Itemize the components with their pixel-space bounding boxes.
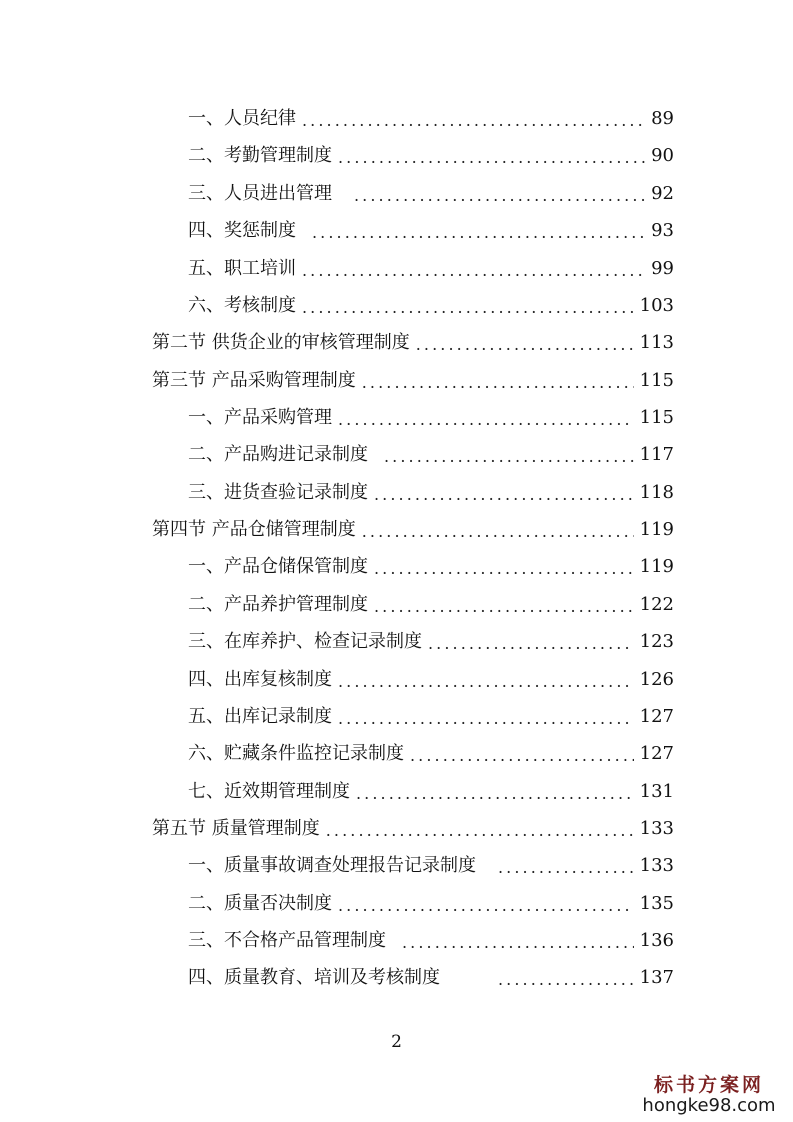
toc-entry-page: 119 xyxy=(639,519,674,540)
dot-leader xyxy=(402,928,634,958)
toc-entry-page: 122 xyxy=(639,594,674,615)
dot-leader xyxy=(362,517,634,547)
toc-entry-title: 二、产品购进记录制度 xyxy=(188,444,368,465)
toc-entry-page: 92 xyxy=(651,183,674,204)
watermark-logo xyxy=(639,1070,779,1116)
toc-entry-title: 第三节 产品采购管理制度 xyxy=(152,370,356,391)
toc-entry[interactable] xyxy=(188,665,674,695)
toc-entry-title: 七、近效期管理制度 xyxy=(188,781,350,802)
dot-leader xyxy=(302,293,634,323)
toc-entry[interactable] xyxy=(188,702,674,732)
dot-leader xyxy=(338,143,645,173)
dot-leader xyxy=(338,704,634,734)
toc-entry[interactable] xyxy=(188,590,674,620)
dot-leader xyxy=(416,330,634,360)
toc-entry[interactable] xyxy=(188,440,674,470)
dot-leader xyxy=(354,181,645,211)
toc-entry-title: 五、出库记录制度 xyxy=(188,706,332,727)
toc-entry[interactable] xyxy=(188,777,674,807)
toc-entry[interactable] xyxy=(188,403,674,433)
toc-entry[interactable] xyxy=(188,627,674,657)
toc-entry[interactable] xyxy=(188,216,674,246)
toc-entry-title: 二、质量否决制度 xyxy=(188,893,332,914)
dot-leader xyxy=(338,405,634,435)
dot-leader xyxy=(498,965,634,995)
toc-entry-title: 二、产品养护管理制度 xyxy=(188,594,368,615)
toc-entry-page: 117 xyxy=(639,444,674,465)
toc-entry-page: 127 xyxy=(639,706,674,727)
toc-entry[interactable] xyxy=(188,963,674,993)
page-number: 2 xyxy=(391,1032,402,1052)
toc-entry-page: 118 xyxy=(639,482,674,503)
toc-entry-page: 133 xyxy=(639,855,674,876)
dot-leader xyxy=(498,853,634,883)
toc-entry-page: 123 xyxy=(639,631,674,652)
toc-entry[interactable] xyxy=(152,814,674,844)
toc-entry[interactable] xyxy=(152,328,674,358)
toc-entry[interactable] xyxy=(188,104,674,134)
dot-leader xyxy=(362,368,634,398)
toc-entry-title: 四、质量教育、培训及考核制度 xyxy=(188,967,440,988)
toc-entry-page: 115 xyxy=(639,370,674,391)
watermark-en: hongke98.com xyxy=(642,1095,776,1116)
toc-entry[interactable] xyxy=(188,478,674,508)
toc-entry-page: 135 xyxy=(639,893,674,914)
toc-entry-page: 115 xyxy=(639,407,674,428)
dot-leader xyxy=(374,592,634,622)
dot-leader xyxy=(312,218,645,248)
toc-entry[interactable] xyxy=(188,179,674,209)
toc-entry-page: 136 xyxy=(639,930,674,951)
toc-entry-title: 四、出库复核制度 xyxy=(188,669,332,690)
toc-entry[interactable] xyxy=(188,254,674,284)
toc-entry-title: 六、考核制度 xyxy=(188,295,296,316)
toc-entry-title: 三、不合格产品管理制度 xyxy=(188,930,386,951)
dot-leader xyxy=(302,256,645,286)
toc-entry-title: 一、产品采购管理 xyxy=(188,407,332,428)
toc-entry[interactable] xyxy=(188,851,674,881)
dot-leader xyxy=(302,106,645,136)
toc-entry[interactable] xyxy=(152,366,674,396)
toc-entry-page: 131 xyxy=(639,781,674,802)
dot-leader xyxy=(410,741,634,771)
toc-entry-page: 90 xyxy=(651,145,674,166)
toc-entry[interactable] xyxy=(188,141,674,171)
toc-entry-page: 133 xyxy=(639,818,674,839)
dot-leader xyxy=(356,779,634,809)
toc-entry-page: 119 xyxy=(639,556,674,577)
toc-entry[interactable] xyxy=(188,926,674,956)
toc-entry-title: 第四节 产品仓储管理制度 xyxy=(152,519,356,540)
toc-entry-title: 四、奖惩制度 xyxy=(188,220,296,241)
toc-entry-page: 93 xyxy=(651,220,674,241)
dot-leader xyxy=(428,629,634,659)
toc-entry-page: 89 xyxy=(651,108,674,129)
watermark-cn: 标书方案网 xyxy=(653,1074,764,1096)
toc-entry-title: 一、产品仓储保管制度 xyxy=(188,556,368,577)
toc-entry-title: 第五节 质量管理制度 xyxy=(152,818,320,839)
toc-entry-title: 第二节 供货企业的审核管理制度 xyxy=(152,332,410,353)
dot-leader xyxy=(374,480,634,510)
toc-entry-title: 三、人员进出管理 xyxy=(188,183,332,204)
toc-entry-page: 126 xyxy=(639,669,674,690)
dot-leader xyxy=(326,816,634,846)
toc-entry-title: 五、职工培训 xyxy=(188,258,296,279)
dot-leader xyxy=(384,442,634,472)
dot-leader xyxy=(374,554,634,584)
toc-entry-page: 103 xyxy=(639,295,674,316)
toc-entry-page: 99 xyxy=(651,258,674,279)
toc-entry[interactable] xyxy=(188,552,674,582)
toc-entry-title: 一、质量事故调查处理报告记录制度 xyxy=(188,855,476,876)
toc-entry[interactable] xyxy=(152,515,674,545)
toc-entry-page: 137 xyxy=(639,967,674,988)
toc-entry-title: 二、考勤管理制度 xyxy=(188,145,332,166)
toc-entry-title: 三、进货查验记录制度 xyxy=(188,482,368,503)
toc-entry-title: 三、在库养护、检查记录制度 xyxy=(188,631,422,652)
toc-entry-page: 127 xyxy=(639,743,674,764)
toc-entry[interactable] xyxy=(188,291,674,321)
dot-leader xyxy=(338,891,634,921)
toc-entry-title: 一、人员纪律 xyxy=(188,108,296,129)
toc-entry[interactable] xyxy=(188,739,674,769)
toc-entry[interactable] xyxy=(188,889,674,919)
dot-leader xyxy=(338,667,634,697)
toc-entry-title: 六、贮藏条件监控记录制度 xyxy=(188,743,404,764)
toc-entry-page: 113 xyxy=(639,332,674,353)
